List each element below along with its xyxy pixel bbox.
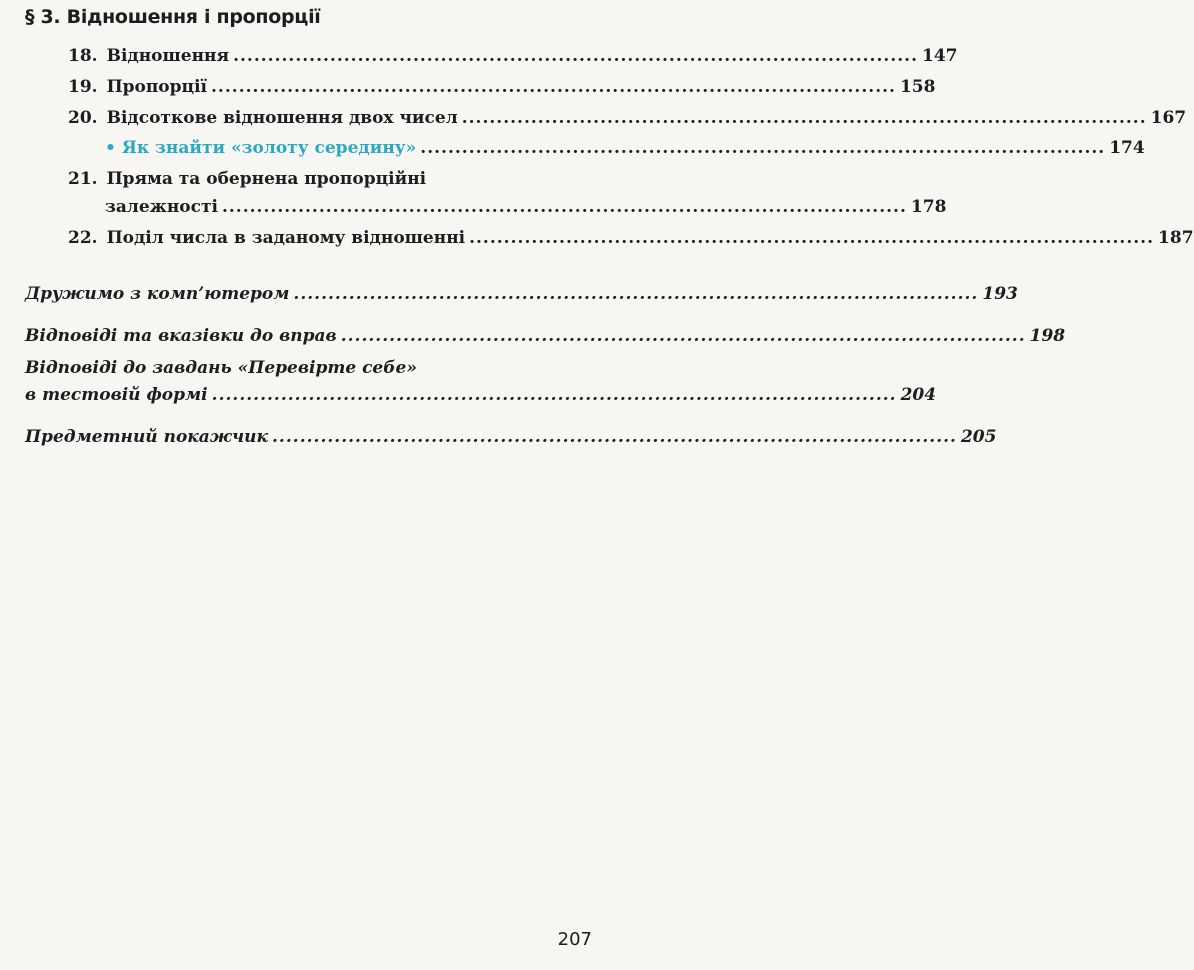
toc-entry-18[interactable] [68,46,958,66]
entry-title-line1: Пряма та обернена пропорційні [106,169,427,189]
toc-entry-20[interactable] [68,108,1187,128]
dot-leader: ................................................................................................... [211,77,896,97]
toc-entry-golden-mean[interactable] [105,138,1145,158]
entry-title: Предметний покажчик [25,427,269,447]
entry-page: 198 [1029,326,1066,346]
entry-number: 18. [68,46,98,66]
entry-title: Як знайти «золоту середину» [121,138,417,158]
entry-title: Відповіді та вказівки до вправ [25,326,337,346]
entry-page: 205 [960,427,997,447]
dot-leader: ................................................................................................... [293,284,979,304]
entry-title: Поділ числа в заданому відношенні [106,228,466,248]
entry-title: Дружимо з комп’ютером [25,284,290,304]
entry-title-line1: Відповіді до завдань «Перевірте себе» [25,358,417,378]
entry-page: 158 [899,77,936,97]
entry-title-line2: в тестовій формі [25,385,208,405]
entry-title: Відсоткове відношення двох чисел [106,108,458,128]
entry-title-line2: залежності [105,197,218,217]
dot-leader: ................................................................................................... [233,46,918,66]
page-number: 207 [557,929,592,950]
entry-number: 19. [68,77,98,97]
dot-leader: ................................................................................................... [272,427,957,447]
dot-leader: ................................................................................................... [461,108,1147,128]
bullet-icon: • [105,138,116,158]
entry-page: 187 [1158,228,1194,248]
toc-back-index[interactable] [25,427,997,447]
toc-entry-21[interactable] [68,169,426,189]
toc-entry-21-continuation[interactable] [105,197,947,217]
toc-back-test-answers[interactable] [25,358,417,378]
dot-leader: ................................................................................................... [420,138,1106,158]
section-title: § 3. Відношення і пропорції [25,6,321,28]
entry-page: 204 [900,385,937,405]
entry-number: 20. [68,108,98,128]
dot-leader: ................................................................................................... [211,385,897,405]
toc-entry-19[interactable] [68,77,936,97]
entry-page: 147 [922,46,958,66]
entry-title: Відношення [106,46,230,66]
entry-title: Пропорції [106,77,208,97]
entry-number: 22. [68,228,98,248]
entry-page: 167 [1150,108,1187,128]
dot-leader: ................................................................................................... [340,326,1026,346]
toc-back-computer[interactable] [25,284,1018,304]
entry-page: 193 [982,284,1018,304]
toc-back-test-answers-continuation[interactable] [25,385,937,405]
entry-page: 178 [910,197,947,217]
toc-entry-22[interactable] [68,228,1194,248]
dot-leader: ................................................................................................... [469,228,1155,248]
entry-number: 21. [68,169,98,189]
entry-page: 174 [1109,138,1145,158]
toc-back-answers[interactable] [25,326,1066,346]
dot-leader: ................................................................................................... [221,197,907,217]
